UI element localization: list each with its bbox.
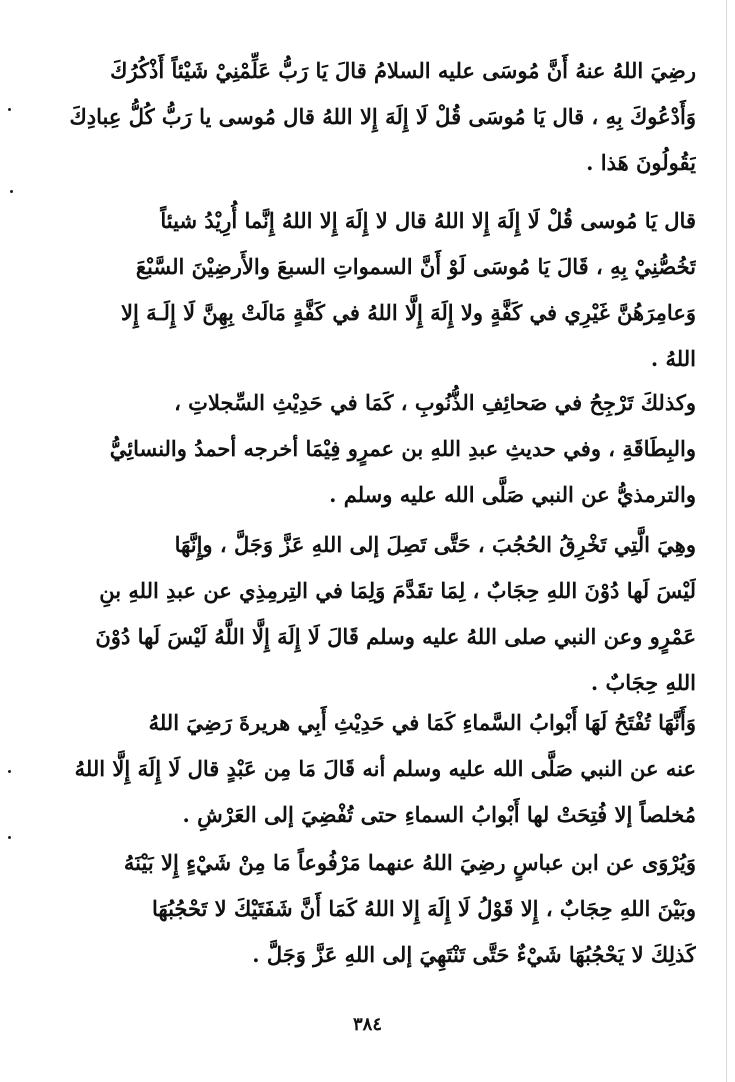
text-line: وَيُرْوَى عن ابن عباسٍ رضِيَ اللهُ عنهما مَرْفُوعاً مَا مِنْ شَيْءٍ إِلا بَيْنَهُ bbox=[123, 850, 696, 875]
text-line: كَذلِكَ لا يَحْجُبُهَا شَيْءٌ حَتَّى تَنْتَهِيَ إلى اللهِ عَزَّ وَجَلَّ . bbox=[252, 942, 696, 967]
text-line: رضِيَ اللهُ عنهُ أَنَّ مُوسَى عليه السلامُ قالَ يَا رَبُّ عَلِّمْنِيْ شَيْئاً أَذْكُرُكَ bbox=[110, 58, 696, 83]
text-line: تَخُصُّنِيْ بِهِ ، قَالَ يَا مُوسَى لَوْ أَنَّ السمواتِ السبعَ والأَرضِيْنَ السَّبْعَ bbox=[135, 254, 696, 279]
paragraph-6 bbox=[60, 840, 696, 978]
text-line: وَأَدْعُوكَ بِهِ ، قال يَا مُوسَى قُلْ لَا إِلَهَ إِلا اللهُ قال مُوسى يا رَبُّ كُلُّ عِبادِكَ bbox=[69, 104, 696, 129]
paragraph-1 bbox=[60, 48, 696, 186]
text-line: والترمذيُّ عن النبي صَلَّى الله عليه وسلم . bbox=[329, 482, 696, 507]
text-line: وبَيْنَ اللهِ حِجَابٌ ، إِلا قَوْلُ لَا إِلَهَ إِلا اللهُ كَمَا أَنَّ شَفَتَيْكَ لا تَحْجُبُهَا bbox=[151, 896, 696, 921]
text-line: وَعامِرَهُنَّ غَيْرِي في كَفَّةٍ ولا إِلَهَ إِلَّا اللهُ في كَفَّةٍ مَالَتْ بِهِنَّ لَا إِلَـهَ إِلا bbox=[121, 300, 696, 325]
text-line: مُخلصاً إلا فُتِحَتْ لها أَبْوابُ السماءِ حتى تُفْضِيَ إلى العَرْشِ . bbox=[182, 802, 696, 827]
paragraph-2 bbox=[60, 198, 696, 382]
text-line: عنه عن النبي صَلَّى الله عليه وسلم أنه قَالَ مَا مِن عَبْدٍ قال لَا إِلَهَ إِلَّا اللهُ bbox=[74, 756, 696, 781]
paragraph-5 bbox=[60, 700, 696, 838]
page-number: ٣٨٤ bbox=[352, 1014, 382, 1035]
text-line: يَقُولُونَ هَذا . bbox=[586, 150, 696, 175]
text-line: وهِيَ الَّتِي تَخْرِقُ الحُجُبَ ، حَتَّى تَصِلَ إلى اللهِ عَزَّ وَجَلَّ ، وإِنَّهَا bbox=[174, 532, 696, 557]
margin-dot bbox=[8, 108, 11, 111]
paragraph-3 bbox=[60, 380, 696, 518]
text-line: قال يَا مُوسى قُلْ لَا إِلَهَ إِلا اللهُ قال لا إِلَهَ إِلا اللهُ إِنَّما أُرِيْدُ شيئاً bbox=[160, 208, 696, 233]
text-line: اللهُ . bbox=[650, 346, 696, 371]
page-edge-rule bbox=[726, 0, 727, 1082]
paragraph-4 bbox=[60, 522, 696, 706]
margin-dot bbox=[8, 770, 11, 773]
text-line: لَيْسَ لَها دُوْنَ اللهِ حِجَابٌ ، لِمَا تقَدَّمَ وَلِمَا في التِرمِذِي عن عبدِ اللهِ بنِ bbox=[99, 578, 696, 603]
text-line: اللهِ حِجَابٌ . bbox=[590, 670, 696, 695]
margin-dot bbox=[8, 836, 11, 839]
text-line: وكذلكَ تَرْجِحُ في صَحائِفِ الذُّنُوبِ ، كَمَا في حَدِيْثِ السِّجلاتِ ، bbox=[174, 390, 696, 415]
text-line: والبِطَاقَةِ ، وفي حديثِ عبدِ اللهِ بن عمرٍو فِيْمَا أخرجه أحمدُ والنسائِيُّ bbox=[109, 436, 696, 461]
text-line: عَمْرٍو وعن النبي صلى اللهُ عليه وسلم قَالَ لَا إِلَهَ إِلَّا اللَّهُ لَيْسَ لَها دُوْنَ bbox=[95, 624, 696, 649]
margin-dot bbox=[10, 190, 13, 193]
text-line: وَأَنَّهَا تُفْتَحُ لَهَا أَبْوابُ السَّماءِ كَمَا في حَدِيْثِ أَبِي هريرةَ رَضِيَ اللهُ bbox=[148, 710, 696, 735]
